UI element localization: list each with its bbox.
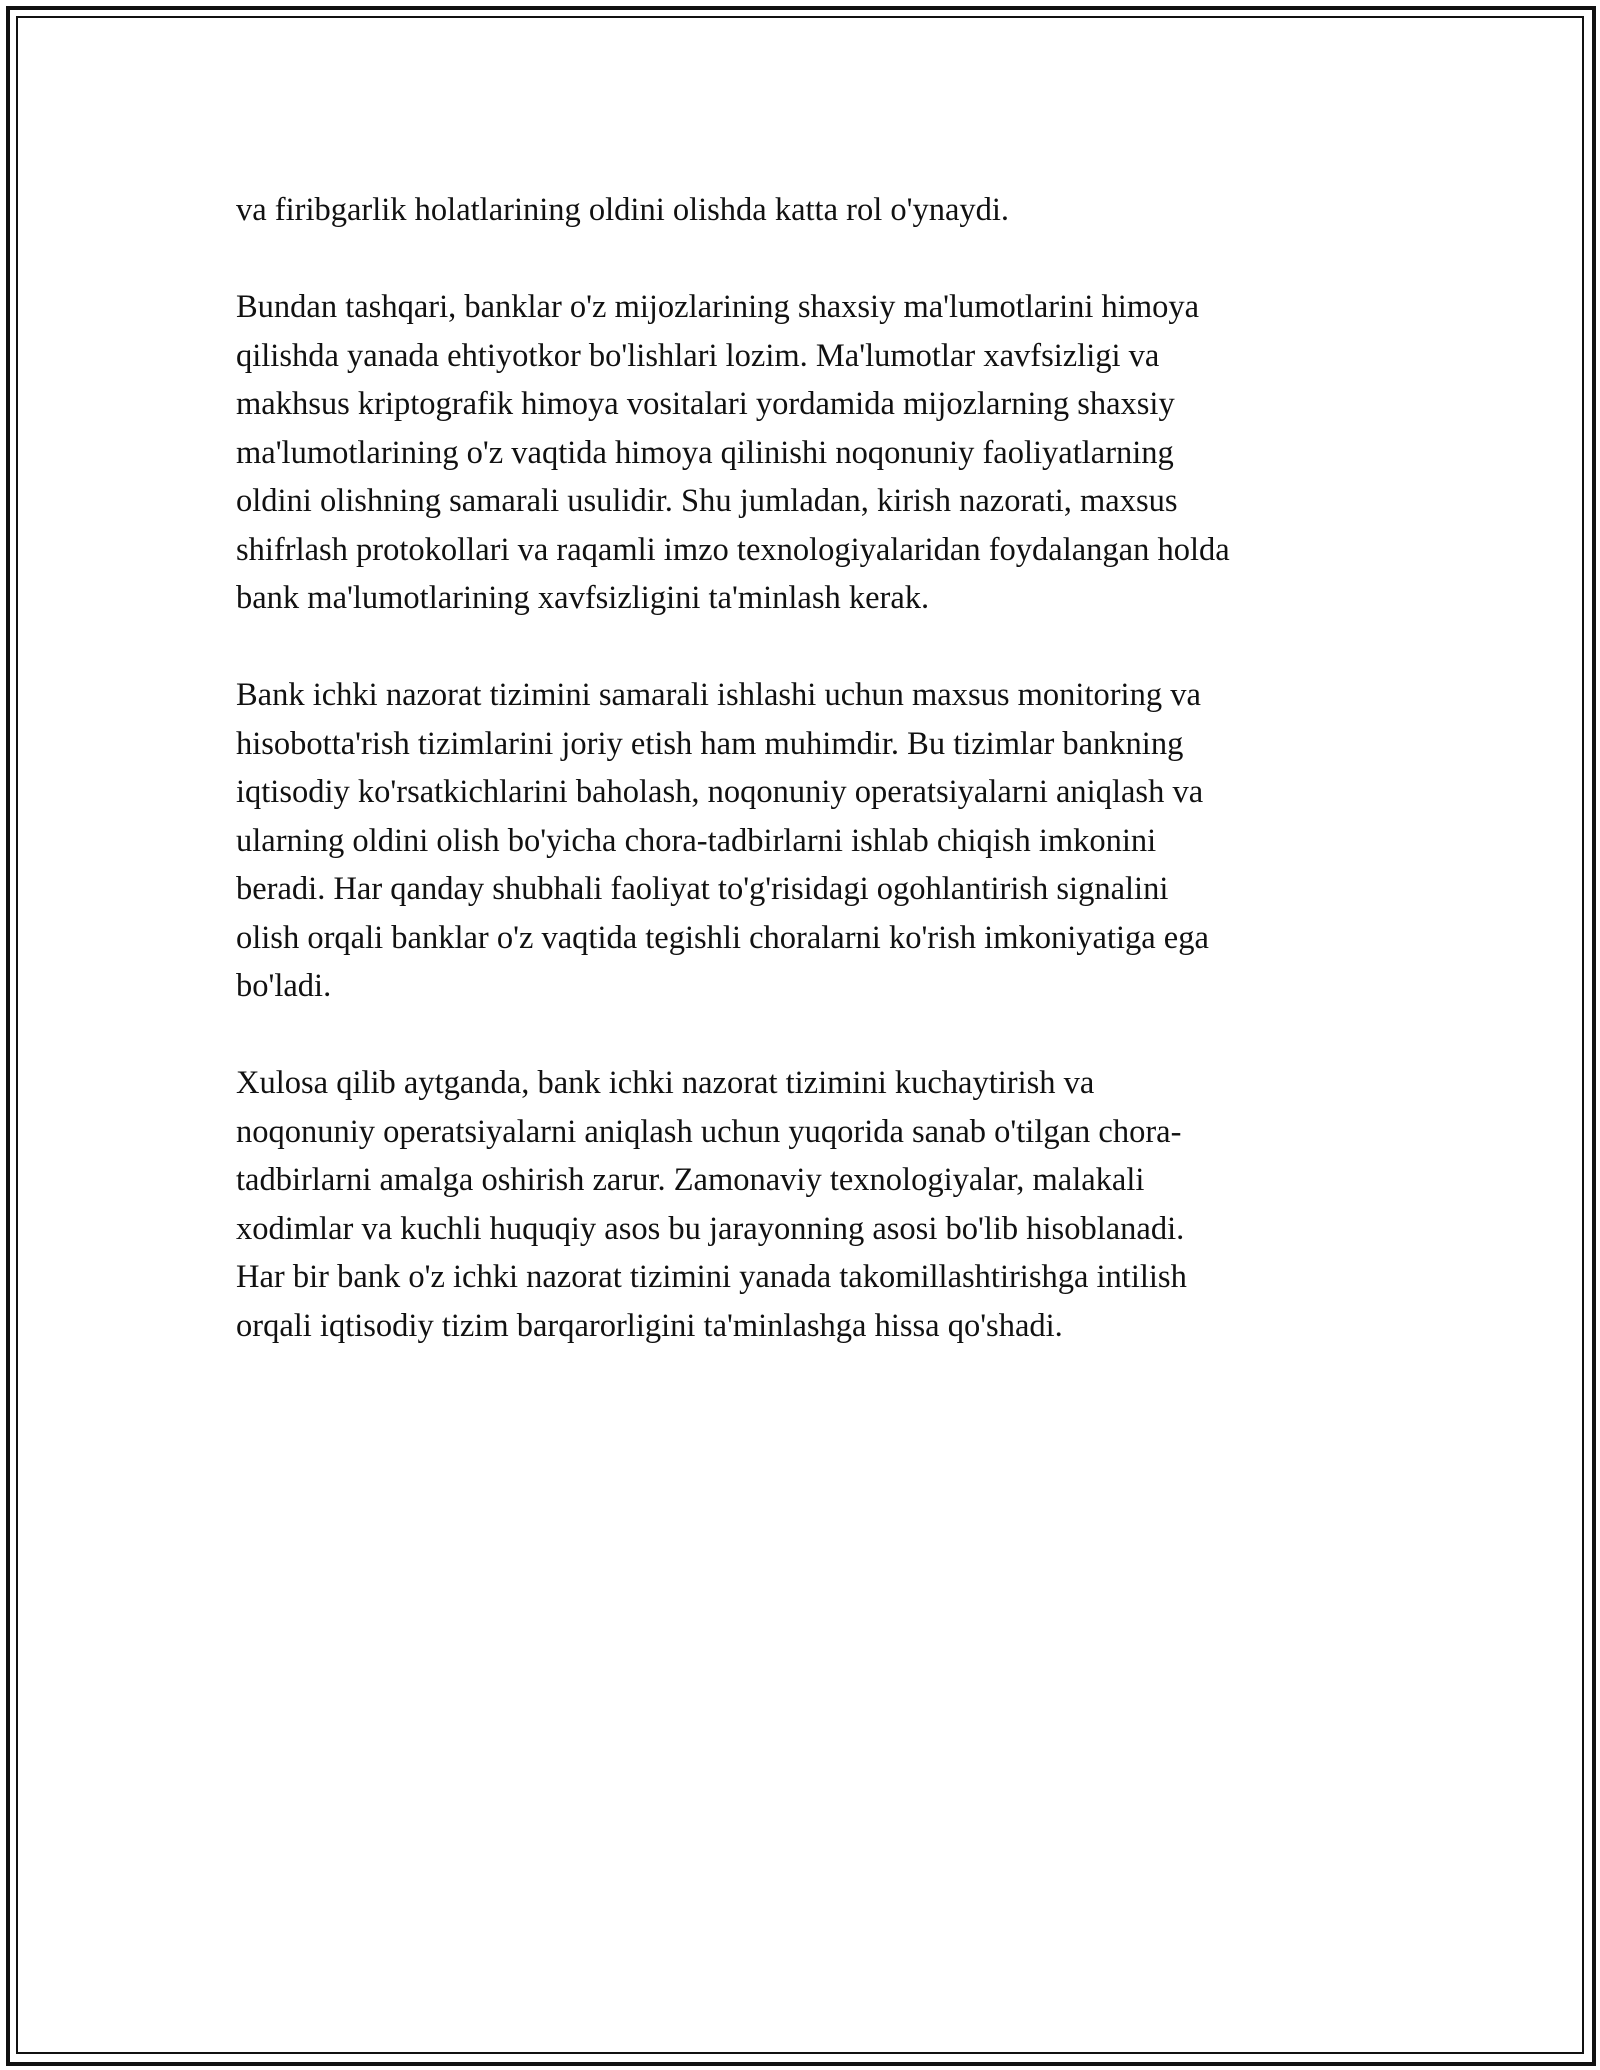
text-line: va firibgarlik holatlarining oldini olishda katta rol o'ynaydi. <box>236 192 1010 228</box>
text-line: xodimlar va kuchli huquqiy asos bu jarayonning asosi bo'lib hisoblanadi. <box>236 1210 1185 1247</box>
text-line: orqali iqtisodiy tizim barqarorligini ta'minlashga hissa qo'shadi. <box>236 1307 1063 1344</box>
text-line: tadbirlarni amalga oshirish zarur. Zamonaviy texnologiyalar, malakali <box>236 1162 1145 1198</box>
text-line: ma'lumotlarining o'z vaqtida himoya qilinishi noqonuniy faoliyatlarning <box>236 434 1174 471</box>
paragraph-1 <box>236 186 1366 235</box>
text-line: Xulosa qilib aytganda, bank ichki nazorat tizimini kuchaytirish va <box>236 1065 1095 1101</box>
text-line: bo'ladi. <box>236 968 332 1004</box>
text-line: hisobotta'rish tizimlarini joriy etish ham muhimdir. Bu tizimlar bankning <box>236 725 1184 762</box>
text-line: qilishda yanada ehtiyotkor bo'lishlari lozim. Ma'lumotlar xavfsizligi va <box>236 337 1160 374</box>
text-line: Bundan tashqari, banklar o'z mijozlarining shaxsiy ma'lumotlarini himoya <box>236 289 1200 325</box>
text-line: ularning oldini olish bo'yicha chora-tadbirlarni ishlab chiqish imkonini <box>236 822 1157 859</box>
paragraph-4 <box>236 1059 1366 1350</box>
text-line: iqtisodiy ko'rsatkichlarini baholash, noqonuniy operatsiyalarni aniqlash va <box>236 774 1204 810</box>
text-line: makhsus kriptografik himoya vositalari yordamida mijozlarning shaxsiy <box>236 386 1175 422</box>
text-line: noqonuniy operatsiyalarni aniqlash uchun yuqorida sanab o'tilgan chora- <box>236 1113 1182 1150</box>
text-line: Har bir bank o'z ichki nazorat tizimini yanada takomillashtirishga intilish <box>236 1259 1187 1295</box>
text-line: oldini olishning samarali usulidir. Shu jumladan, kirish nazorati, maxsus <box>236 483 1178 519</box>
text-line: bank ma'lumotlarining xavfsizligini ta'minlash kerak. <box>236 580 930 616</box>
text-line: beradi. Har qanday shubhali faoliyat to'g'risidagi ogohlantirish signalini <box>236 871 1169 907</box>
text-line: shifrlash protokollari va raqamli imzo texnologiyalaridan foydalangan holda <box>236 531 1230 568</box>
paragraph-3 <box>236 671 1366 1011</box>
text-line: Bank ichki nazorat tizimini samarali ishlashi uchun maxsus monitoring va <box>236 677 1201 713</box>
text-line: olish orqali banklar o'z vaqtida tegishli choralarni ko'rish imkoniyatiga ega <box>236 919 1209 956</box>
paragraph-2 <box>236 283 1366 623</box>
document-body <box>236 186 1366 1399</box>
